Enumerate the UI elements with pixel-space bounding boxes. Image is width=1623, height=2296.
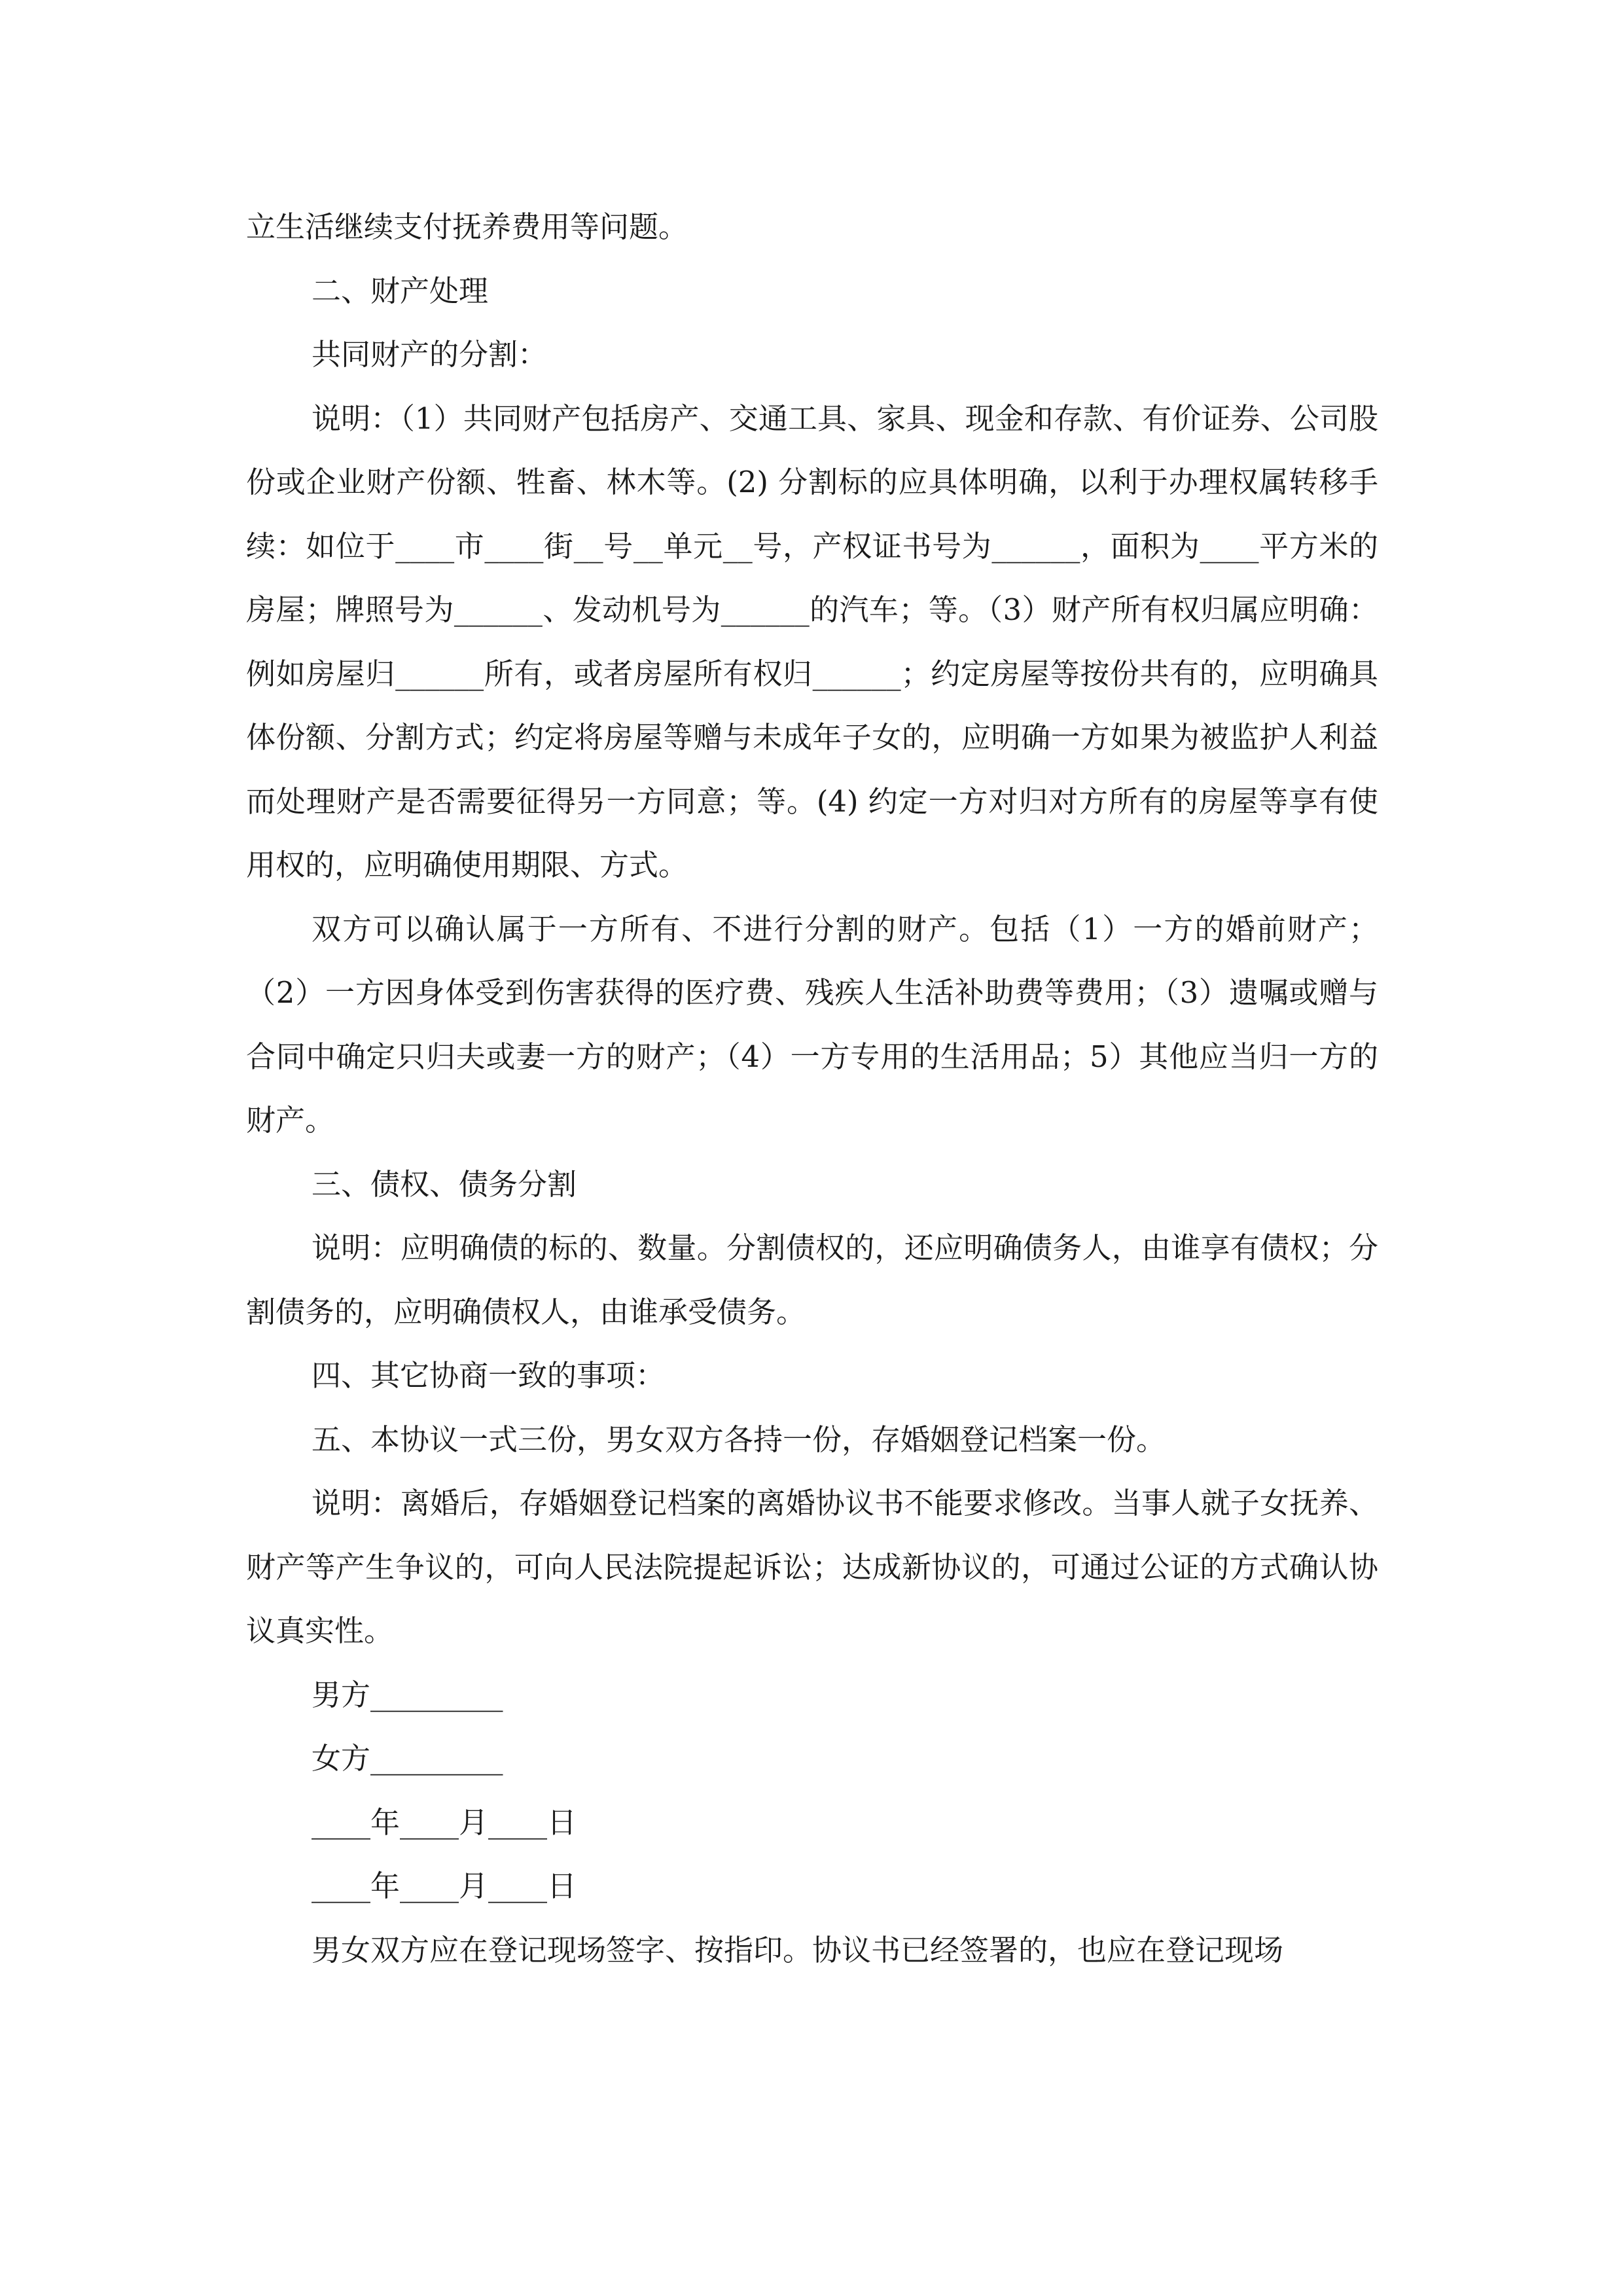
- date-line-2: ____年____月____日: [312, 1869, 577, 1903]
- paragraph-signing-note: 男女双方应在登记现场签字、按指印。协议书已经签署的，也应在登记现场: [312, 1932, 1284, 1967]
- signature-woman: 女方_________: [312, 1741, 503, 1776]
- heading-debts: 三、债权、债务分割: [312, 1166, 577, 1202]
- paragraph-property-note: 说明：（1）共同财产包括房产、交通工具、家具、现金和存款、有价证券、公司股份或企业财产份额、牲畜、林木等。(2) 分割标的应具体明确，以利于办理权属转移手续：如位于____市____街__号__单元__号，产权证书号为______，面积为____平方米的房屋；牌照号为______、发动机号为______的汽车；等。（3）财产所有权归属应明确：例如房屋归______所有，或者房屋所有权归______；约定房屋等按份共有的，应明确具体份额、分割方式；约定将房屋等赠与未成年子女的，应明确一方如果为被监护人利益而处理财产是否需要征得另一方同意；等。(4) 约定一方对归对方所有的房屋等享有使用权的，应明确使用期限、方式。: [246, 401, 1378, 882]
- paragraph-copies-note: 说明：离婚后，存婚姻登记档案的离婚协议书不能要求修改。当事人就子女抚养、财产等产生争议的，可向人民法院提起诉讼；达成新协议的，可通过公证的方式确认协议真实性。: [246, 1486, 1378, 1648]
- heading-property: 二、财产处理: [312, 273, 489, 308]
- paragraph-continuation: 立生活继续支付抚养费用等问题。: [246, 209, 688, 244]
- paragraph-debts-note: 说明：应明确债的标的、数量。分割债权的，还应明确债务人，由谁享有债权；分割债务的，应明确债权人，由谁承受债务。: [246, 1230, 1378, 1329]
- paragraph-copies: 五、本协议一式三份，男女双方各持一份，存婚姻登记档案一份。: [312, 1422, 1166, 1457]
- paragraph-separate-property: 双方可以确认属于一方所有、不进行分割的财产。包括（1）一方的婚前财产；（2）一方因身体受到伤害获得的医疗费、残疾人生活补助费等费用；（3）遗嘱或赠与合同中确定只归夫或妻一方的财产；（4）一方专用的生活用品；5）其他应当归一方的财产。: [246, 911, 1378, 1138]
- heading-other-matters: 四、其它协商一致的事项：: [312, 1358, 666, 1393]
- signature-man: 男方_________: [312, 1677, 503, 1712]
- date-line-1: ____年____月____日: [312, 1804, 577, 1840]
- subheading-joint-property: 共同财产的分割：: [312, 337, 548, 372]
- document-body: [246, 195, 1378, 1982]
